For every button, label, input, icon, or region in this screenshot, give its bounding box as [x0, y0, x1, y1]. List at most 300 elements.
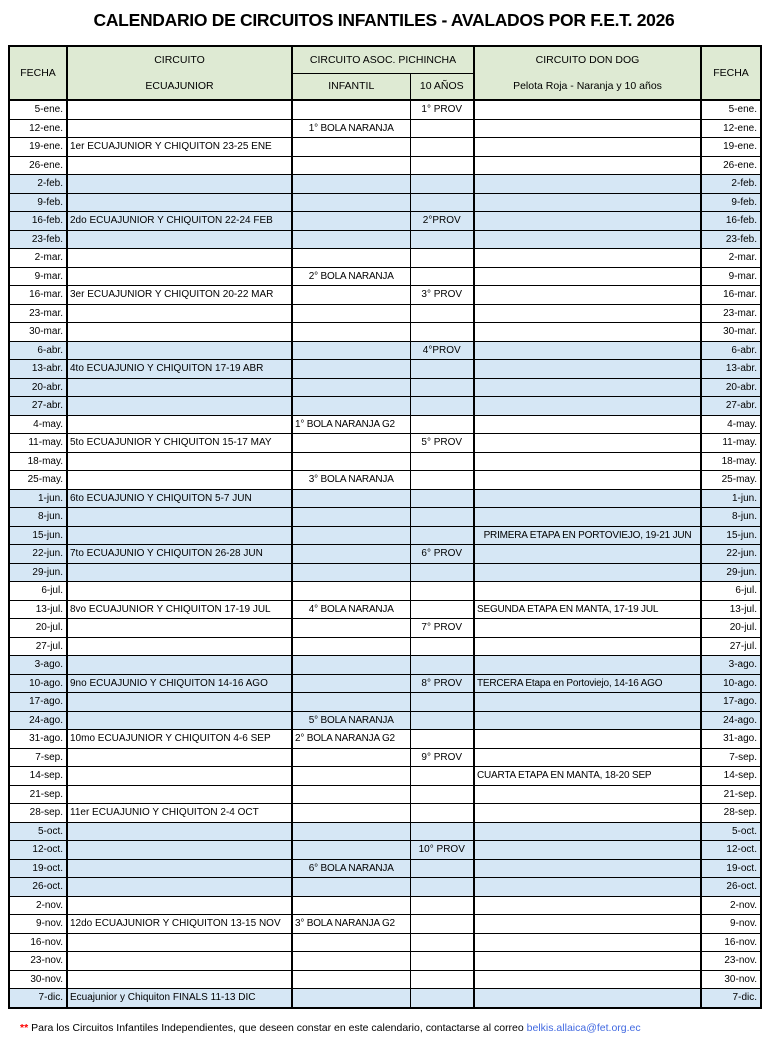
table-row [9, 138, 761, 157]
table-row [9, 822, 761, 841]
footnote [20, 1022, 768, 1034]
dondog-cell [474, 452, 701, 471]
date-cell-left: 26-ene. [9, 156, 67, 175]
date-cell-right: 31-ago. [701, 730, 761, 749]
date-cell-left: 2-mar. [9, 249, 67, 268]
header-dondog-label: CIRCUITO DON DOG [535, 54, 640, 66]
infantil-cell [292, 175, 410, 194]
dondog-cell [474, 896, 701, 915]
infantil-cell: 6° BOLA NARANJA [292, 859, 410, 878]
infantil-cell: 2° BOLA NARANJA [292, 267, 410, 286]
date-cell-left: 19-oct. [9, 859, 67, 878]
dondog-cell [474, 230, 701, 249]
date-cell-right: 3-ago. [701, 656, 761, 675]
date-cell-left: 23-feb. [9, 230, 67, 249]
table-row [9, 489, 761, 508]
date-cell-right: 30-nov. [701, 970, 761, 989]
anos10-cell: 10° PROV [410, 841, 474, 860]
date-cell-right: 26-oct. [701, 878, 761, 897]
infantil-cell [292, 804, 410, 823]
anos10-cell [410, 822, 474, 841]
ecuajunior-cell [67, 878, 292, 897]
dondog-cell [474, 471, 701, 490]
date-cell-left: 9-mar. [9, 267, 67, 286]
anos10-cell [410, 193, 474, 212]
page-title: CALENDARIO DE CIRCUITOS INFANTILES - AVALADOS POR F.E.T. 2026 [93, 10, 675, 30]
date-cell-right: 10-ago. [701, 674, 761, 693]
ecuajunior-cell [67, 619, 292, 638]
anos10-cell [410, 267, 474, 286]
date-cell-left: 24-ago. [9, 711, 67, 730]
table-row [9, 674, 761, 693]
anos10-cell: 2°PROV [410, 212, 474, 231]
date-cell-left: 2-feb. [9, 175, 67, 194]
infantil-cell [292, 304, 410, 323]
anos10-cell [410, 711, 474, 730]
date-cell-left: 5-ene. [9, 100, 67, 119]
infantil-cell [292, 286, 410, 305]
dondog-cell [474, 711, 701, 730]
table-row [9, 582, 761, 601]
dondog-cell [474, 545, 701, 564]
infantil-cell [292, 212, 410, 231]
footnote-text: Para los Circuitos Infantiles Independientes, que deseen constar en este calendario, contactarse al correo [31, 1021, 524, 1034]
date-cell-left: 7-sep. [9, 748, 67, 767]
infantil-cell [292, 619, 410, 638]
anos10-cell [410, 323, 474, 342]
table-row [9, 989, 761, 1008]
dondog-cell [474, 878, 701, 897]
ecuajunior-cell: 1er ECUAJUNIOR Y CHIQUITON 23-25 ENE [67, 138, 292, 157]
table-row [9, 397, 761, 416]
dondog-cell [474, 952, 701, 971]
anos10-cell [410, 730, 474, 749]
date-cell-left: 23-nov. [9, 952, 67, 971]
ecuajunior-cell [67, 508, 292, 527]
date-cell-left: 23-mar. [9, 304, 67, 323]
anos10-cell [410, 360, 474, 379]
date-cell-right: 27-jul. [701, 637, 761, 656]
table-row [9, 896, 761, 915]
anos10-cell [410, 804, 474, 823]
ecuajunior-cell [67, 970, 292, 989]
date-cell-left: 28-sep. [9, 804, 67, 823]
table-row [9, 508, 761, 527]
infantil-cell: 5° BOLA NARANJA [292, 711, 410, 730]
dondog-cell [474, 119, 701, 138]
date-cell-right: 7-sep. [701, 748, 761, 767]
ecuajunior-cell [67, 526, 292, 545]
anos10-cell [410, 138, 474, 157]
date-cell-right: 16-nov. [701, 933, 761, 952]
date-cell-left: 6-jul. [9, 582, 67, 601]
date-cell-left: 9-feb. [9, 193, 67, 212]
calendar-table [8, 45, 762, 1009]
dondog-cell [474, 841, 701, 860]
date-cell-right: 19-ene. [701, 138, 761, 157]
dondog-cell [474, 489, 701, 508]
ecuajunior-cell: 11er ECUAJUNIO Y CHIQUITON 2-4 OCT [67, 804, 292, 823]
infantil-cell: 3° BOLA NARANJA G2 [292, 915, 410, 934]
anos10-cell [410, 878, 474, 897]
date-cell-left: 16-feb. [9, 212, 67, 231]
date-cell-left: 16-nov. [9, 933, 67, 952]
ecuajunior-cell: 5to ECUAJUNIOR Y CHIQUITON 15-17 MAY [67, 434, 292, 453]
date-cell-left: 12-oct. [9, 841, 67, 860]
dondog-cell: TERCERA Etapa en Portoviejo, 14-16 AGO [474, 674, 701, 693]
date-cell-right: 7-dic. [701, 989, 761, 1008]
table-row [9, 952, 761, 971]
footnote-asterisks: ** [20, 1021, 29, 1034]
ecuajunior-cell [67, 267, 292, 286]
date-cell-left: 26-oct. [9, 878, 67, 897]
header-pichincha: CIRCUITO ASOC. PICHINCHA [292, 46, 474, 73]
dondog-cell: CUARTA ETAPA EN MANTA, 18-20 SEP [474, 767, 701, 786]
footnote-email-link[interactable]: belkis.allaica@fet.org.ec [526, 1021, 641, 1034]
infantil-cell [292, 397, 410, 416]
header-fecha-right: FECHA [701, 46, 761, 100]
table-row [9, 730, 761, 749]
header-dondog [474, 46, 701, 100]
infantil-cell: 1° BOLA NARANJA [292, 119, 410, 138]
date-cell-left: 1-jun. [9, 489, 67, 508]
date-cell-right: 28-sep. [701, 804, 761, 823]
dondog-cell [474, 249, 701, 268]
ecuajunior-cell [67, 785, 292, 804]
anos10-cell [410, 693, 474, 712]
anos10-cell [410, 859, 474, 878]
ecuajunior-cell [67, 859, 292, 878]
dondog-cell [474, 859, 701, 878]
date-cell-right: 2-mar. [701, 249, 761, 268]
ecuajunior-cell [67, 341, 292, 360]
date-cell-right: 14-sep. [701, 767, 761, 786]
date-cell-right: 22-jun. [701, 545, 761, 564]
ecuajunior-cell [67, 100, 292, 119]
date-cell-left: 16-mar. [9, 286, 67, 305]
infantil-cell [292, 156, 410, 175]
dondog-cell [474, 970, 701, 989]
dondog-cell [474, 323, 701, 342]
dondog-cell [474, 730, 701, 749]
ecuajunior-cell [67, 119, 292, 138]
anos10-cell [410, 452, 474, 471]
ecuajunior-cell: 10mo ECUAJUNIOR Y CHIQUITON 4-6 SEP [67, 730, 292, 749]
date-cell-right: 17-ago. [701, 693, 761, 712]
date-cell-right: 8-jun. [701, 508, 761, 527]
dondog-cell [474, 656, 701, 675]
ecuajunior-cell [67, 397, 292, 416]
anos10-cell: 3° PROV [410, 286, 474, 305]
infantil-cell [292, 563, 410, 582]
infantil-cell [292, 193, 410, 212]
date-cell-left: 10-ago. [9, 674, 67, 693]
date-cell-left: 21-sep. [9, 785, 67, 804]
ecuajunior-cell [67, 304, 292, 323]
date-cell-right: 4-may. [701, 415, 761, 434]
dondog-cell [474, 286, 701, 305]
dondog-cell [474, 785, 701, 804]
infantil-cell [292, 452, 410, 471]
infantil-cell [292, 878, 410, 897]
dondog-cell [474, 434, 701, 453]
ecuajunior-cell: 8vo ECUAJUNIOR Y CHIQUITON 17-19 JUL [67, 600, 292, 619]
date-cell-right: 9-feb. [701, 193, 761, 212]
table-row [9, 785, 761, 804]
dondog-cell [474, 304, 701, 323]
infantil-cell [292, 785, 410, 804]
ecuajunior-cell [67, 415, 292, 434]
ecuajunior-cell [67, 841, 292, 860]
date-cell-right: 13-jul. [701, 600, 761, 619]
table-row [9, 767, 761, 786]
table-row [9, 878, 761, 897]
anos10-cell [410, 397, 474, 416]
table-row [9, 286, 761, 305]
date-cell-left: 30-mar. [9, 323, 67, 342]
table-row [9, 323, 761, 342]
infantil-cell [292, 100, 410, 119]
header-dondog-sub-label: Pelota Roja - Naranja y 10 años [513, 80, 662, 92]
infantil-cell [292, 989, 410, 1008]
infantil-cell [292, 822, 410, 841]
date-cell-left: 7-dic. [9, 989, 67, 1008]
anos10-cell: 8° PROV [410, 674, 474, 693]
ecuajunior-cell [67, 563, 292, 582]
date-cell-left: 18-may. [9, 452, 67, 471]
dondog-cell: PRIMERA ETAPA EN PORTOVIEJO, 19-21 JUN [474, 526, 701, 545]
table-row [9, 360, 761, 379]
infantil-cell [292, 637, 410, 656]
dondog-cell [474, 341, 701, 360]
date-cell-left: 14-sep. [9, 767, 67, 786]
calendar-body [9, 100, 761, 1008]
date-cell-right: 20-abr. [701, 378, 761, 397]
dondog-cell [474, 804, 701, 823]
table-row [9, 452, 761, 471]
dondog-cell [474, 397, 701, 416]
dondog-cell [474, 637, 701, 656]
table-row [9, 415, 761, 434]
infantil-cell [292, 489, 410, 508]
date-cell-left: 6-abr. [9, 341, 67, 360]
ecuajunior-cell [67, 156, 292, 175]
date-cell-right: 23-feb. [701, 230, 761, 249]
ecuajunior-cell [67, 693, 292, 712]
table-row [9, 915, 761, 934]
date-cell-left: 13-abr. [9, 360, 67, 379]
anos10-cell [410, 526, 474, 545]
date-cell-left: 8-jun. [9, 508, 67, 527]
dondog-cell [474, 156, 701, 175]
anos10-cell [410, 600, 474, 619]
date-cell-right: 2-feb. [701, 175, 761, 194]
anos10-cell [410, 156, 474, 175]
ecuajunior-cell: 7to ECUAJUNIO Y CHIQUITON 26-28 JUN [67, 545, 292, 564]
date-cell-left: 22-jun. [9, 545, 67, 564]
anos10-cell [410, 915, 474, 934]
dondog-cell [474, 748, 701, 767]
infantil-cell [292, 952, 410, 971]
table-row [9, 656, 761, 675]
ecuajunior-cell: 4to ECUAJUNIO Y CHIQUITON 17-19 ABR [67, 360, 292, 379]
header-anos10: 10 AÑOS [410, 73, 474, 100]
infantil-cell [292, 656, 410, 675]
anos10-cell [410, 637, 474, 656]
ecuajunior-cell [67, 452, 292, 471]
date-cell-right: 25-may. [701, 471, 761, 490]
dondog-cell [474, 582, 701, 601]
dondog-cell [474, 175, 701, 194]
date-cell-right: 19-oct. [701, 859, 761, 878]
infantil-cell [292, 748, 410, 767]
anos10-cell [410, 785, 474, 804]
anos10-cell: 5° PROV [410, 434, 474, 453]
table-row [9, 545, 761, 564]
ecuajunior-cell [67, 582, 292, 601]
infantil-cell [292, 249, 410, 268]
date-cell-right: 6-jul. [701, 582, 761, 601]
anos10-cell [410, 582, 474, 601]
infantil-cell: 3° BOLA NARANJA [292, 471, 410, 490]
infantil-cell [292, 360, 410, 379]
ecuajunior-cell [67, 230, 292, 249]
infantil-cell: 4° BOLA NARANJA [292, 600, 410, 619]
dondog-cell [474, 267, 701, 286]
infantil-cell [292, 970, 410, 989]
date-cell-left: 15-jun. [9, 526, 67, 545]
date-cell-right: 29-jun. [701, 563, 761, 582]
ecuajunior-cell [67, 323, 292, 342]
date-cell-right: 11-may. [701, 434, 761, 453]
date-cell-left: 19-ene. [9, 138, 67, 157]
date-cell-right: 27-abr. [701, 397, 761, 416]
ecuajunior-cell [67, 933, 292, 952]
anos10-cell [410, 378, 474, 397]
date-cell-right: 18-may. [701, 452, 761, 471]
date-cell-right: 16-feb. [701, 212, 761, 231]
date-cell-left: 3-ago. [9, 656, 67, 675]
ecuajunior-cell: 9no ECUAJUNIO Y CHIQUITON 14-16 AGO [67, 674, 292, 693]
table-row [9, 970, 761, 989]
date-cell-right: 21-sep. [701, 785, 761, 804]
date-cell-left: 17-ago. [9, 693, 67, 712]
dondog-cell [474, 212, 701, 231]
table-row [9, 249, 761, 268]
table-row [9, 563, 761, 582]
date-cell-left: 11-may. [9, 434, 67, 453]
date-cell-right: 23-nov. [701, 952, 761, 971]
header-circuito-ecuajunior [67, 46, 292, 100]
table-row [9, 804, 761, 823]
dondog-cell [474, 138, 701, 157]
date-cell-left: 27-abr. [9, 397, 67, 416]
date-cell-left: 12-ene. [9, 119, 67, 138]
dondog-cell [474, 378, 701, 397]
anos10-cell [410, 230, 474, 249]
date-cell-left: 5-oct. [9, 822, 67, 841]
infantil-cell [292, 674, 410, 693]
date-cell-right: 12-oct. [701, 841, 761, 860]
anos10-cell: 4°PROV [410, 341, 474, 360]
table-row [9, 748, 761, 767]
date-cell-left: 25-may. [9, 471, 67, 490]
date-cell-left: 27-jul. [9, 637, 67, 656]
infantil-cell [292, 767, 410, 786]
date-cell-left: 30-nov. [9, 970, 67, 989]
date-cell-right: 24-ago. [701, 711, 761, 730]
ecuajunior-cell [67, 175, 292, 194]
anos10-cell [410, 767, 474, 786]
infantil-cell [292, 341, 410, 360]
ecuajunior-cell [67, 656, 292, 675]
table-row [9, 841, 761, 860]
date-cell-left: 2-nov. [9, 896, 67, 915]
anos10-cell [410, 249, 474, 268]
table-row [9, 526, 761, 545]
dondog-cell [474, 822, 701, 841]
dondog-cell [474, 619, 701, 638]
ecuajunior-cell: 6to ECUAJUNIO Y CHIQUITON 5-7 JUN [67, 489, 292, 508]
infantil-cell [292, 508, 410, 527]
ecuajunior-cell [67, 952, 292, 971]
date-cell-left: 20-abr. [9, 378, 67, 397]
table-row [9, 600, 761, 619]
date-cell-right: 9-nov. [701, 915, 761, 934]
infantil-cell [292, 693, 410, 712]
date-cell-left: 29-jun. [9, 563, 67, 582]
dondog-cell [474, 193, 701, 212]
header-infantil: INFANTIL [292, 73, 410, 100]
table-row [9, 119, 761, 138]
ecuajunior-cell [67, 637, 292, 656]
table-row [9, 175, 761, 194]
ecuajunior-cell [67, 896, 292, 915]
table-row [9, 230, 761, 249]
anos10-cell [410, 304, 474, 323]
table-row [9, 341, 761, 360]
anos10-cell [410, 119, 474, 138]
date-cell-right: 9-mar. [701, 267, 761, 286]
calendar-header [9, 46, 761, 100]
ecuajunior-cell [67, 822, 292, 841]
date-cell-right: 15-jun. [701, 526, 761, 545]
date-cell-right: 26-ene. [701, 156, 761, 175]
table-row [9, 434, 761, 453]
table-row [9, 212, 761, 231]
date-cell-right: 5-oct. [701, 822, 761, 841]
infantil-cell [292, 582, 410, 601]
anos10-cell [410, 656, 474, 675]
infantil-cell: 2° BOLA NARANJA G2 [292, 730, 410, 749]
table-row [9, 100, 761, 119]
date-cell-left: 9-nov. [9, 915, 67, 934]
infantil-cell [292, 230, 410, 249]
dondog-cell [474, 360, 701, 379]
dondog-cell [474, 693, 701, 712]
infantil-cell [292, 526, 410, 545]
date-cell-right: 2-nov. [701, 896, 761, 915]
date-cell-right: 30-mar. [701, 323, 761, 342]
table-row [9, 193, 761, 212]
anos10-cell [410, 415, 474, 434]
ecuajunior-cell: 12do ECUAJUNIOR Y CHIQUITON 13-15 NOV [67, 915, 292, 934]
infantil-cell: 1° BOLA NARANJA G2 [292, 415, 410, 434]
dondog-cell [474, 989, 701, 1008]
infantil-cell [292, 378, 410, 397]
anos10-cell [410, 175, 474, 194]
anos10-cell [410, 896, 474, 915]
